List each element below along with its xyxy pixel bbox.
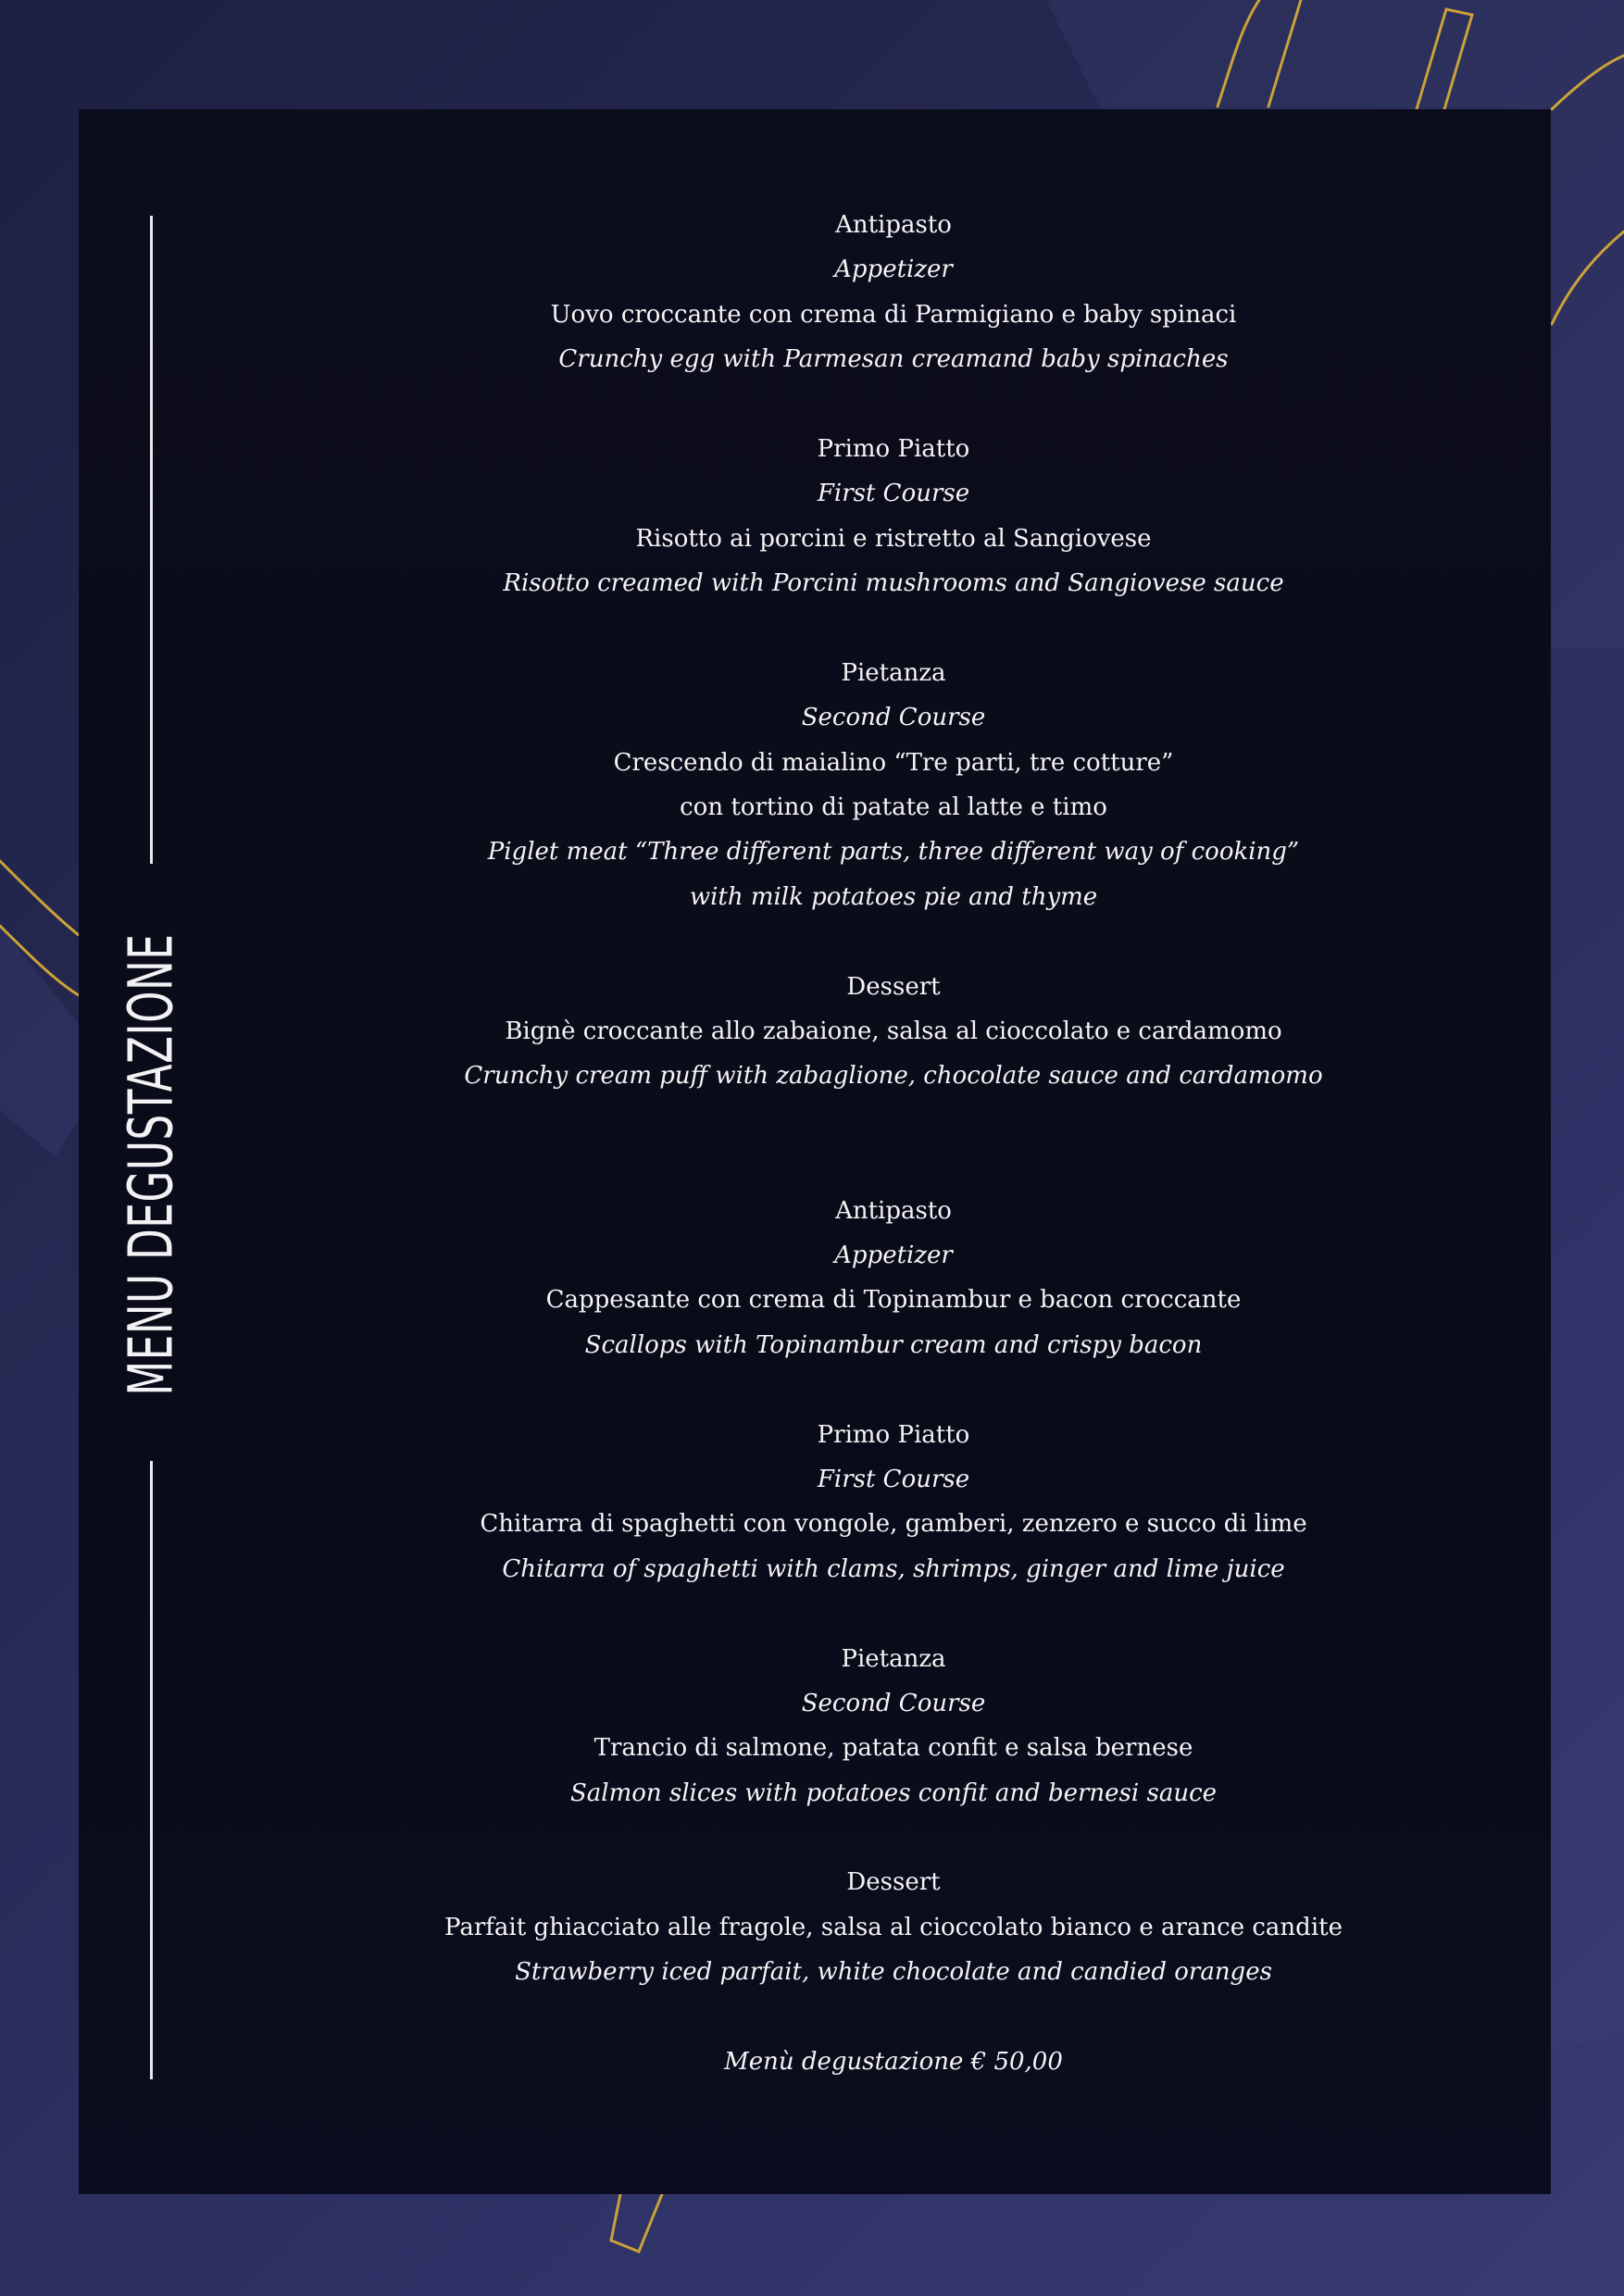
course-subtitle: Second Course: [801, 704, 986, 732]
course-subtitle: First Course: [817, 480, 970, 508]
vertical-title-text: MENU DEGUSTAZIONE: [115, 933, 187, 1396]
dish-line: Parfait ghiacciato alle fragole, salsa al cioccolato bianco e arance candite: [444, 1913, 1343, 1941]
dish-line-english: Salmon slices with potatoes confit and bernesi sauce: [569, 1778, 1218, 1807]
course-title: Antipasto: [835, 211, 952, 239]
price-line: Menù degustazione € 50,00: [724, 2048, 1063, 2077]
course-title: Pietanza: [841, 1644, 946, 1673]
course-title: Pietanza: [841, 658, 946, 687]
dish-line-english: Chitarra of spaghetti with clams, shrimps, ginger and lime juice: [502, 1554, 1285, 1583]
dish-line-english: Crunchy egg with Parmesan creamand baby spinaches: [558, 345, 1229, 374]
vertical-title: [116, 815, 187, 1515]
dish-line-english: with milk potatoes pie and thyme: [689, 882, 1098, 911]
dish-line-english: Risotto creamed with Porcini mushrooms and Sangiovese sauce: [503, 569, 1284, 598]
course-title: Dessert: [846, 1868, 941, 1897]
dish-line: con tortino di patate al latte e timo: [680, 793, 1107, 822]
course-title: Primo Piatto: [817, 1420, 970, 1449]
dish-line: Crescendo di maialino “Tre parti, tre cotture”: [613, 748, 1174, 777]
vertical-divider-bottom: [150, 1461, 153, 2079]
dish-line-english: Crunchy cream puff with zabaglione, chocolate sauce and cardamomo: [464, 1062, 1323, 1091]
course-subtitle: Appetizer: [834, 1242, 953, 1269]
dish-line: Trancio di salmone, patata confit e salsa bernese: [593, 1734, 1193, 1763]
course-title: Antipasto: [835, 1196, 952, 1225]
dish-line: Cappesante con crema di Topinambur e bacon croccante: [545, 1286, 1242, 1315]
menu-content: [190, 203, 1597, 2084]
course-title: Dessert: [846, 972, 941, 1001]
dish-line: Risotto ai porcini e ristretto al Sangiovese: [635, 524, 1152, 553]
dish-line: Bignè croccante allo zabaione, salsa al cioccolato e cardamomo: [505, 1017, 1282, 1046]
menu-panel: [79, 109, 1551, 2194]
dish-line: Chitarra di spaghetti con vongole, gamberi, zenzero e succo di lime: [480, 1510, 1307, 1539]
course-subtitle: Second Course: [801, 1689, 986, 1717]
dish-line-english: Strawberry iced parfait, white chocolate and candied oranges: [515, 1958, 1272, 1987]
course-subtitle: Appetizer: [834, 256, 953, 284]
dish-line-english: Piglet meat “Three different parts, three different way of cooking”: [487, 838, 1300, 867]
course-subtitle: First Course: [817, 1465, 970, 1493]
dish-line-english: Scallops with Topinambur cream and crispy bacon: [584, 1330, 1203, 1359]
course-title: Primo Piatto: [817, 434, 970, 463]
dish-line: Uovo croccante con crema di Parmigiano e baby spinaci: [550, 300, 1237, 329]
vertical-divider-top: [150, 216, 153, 864]
